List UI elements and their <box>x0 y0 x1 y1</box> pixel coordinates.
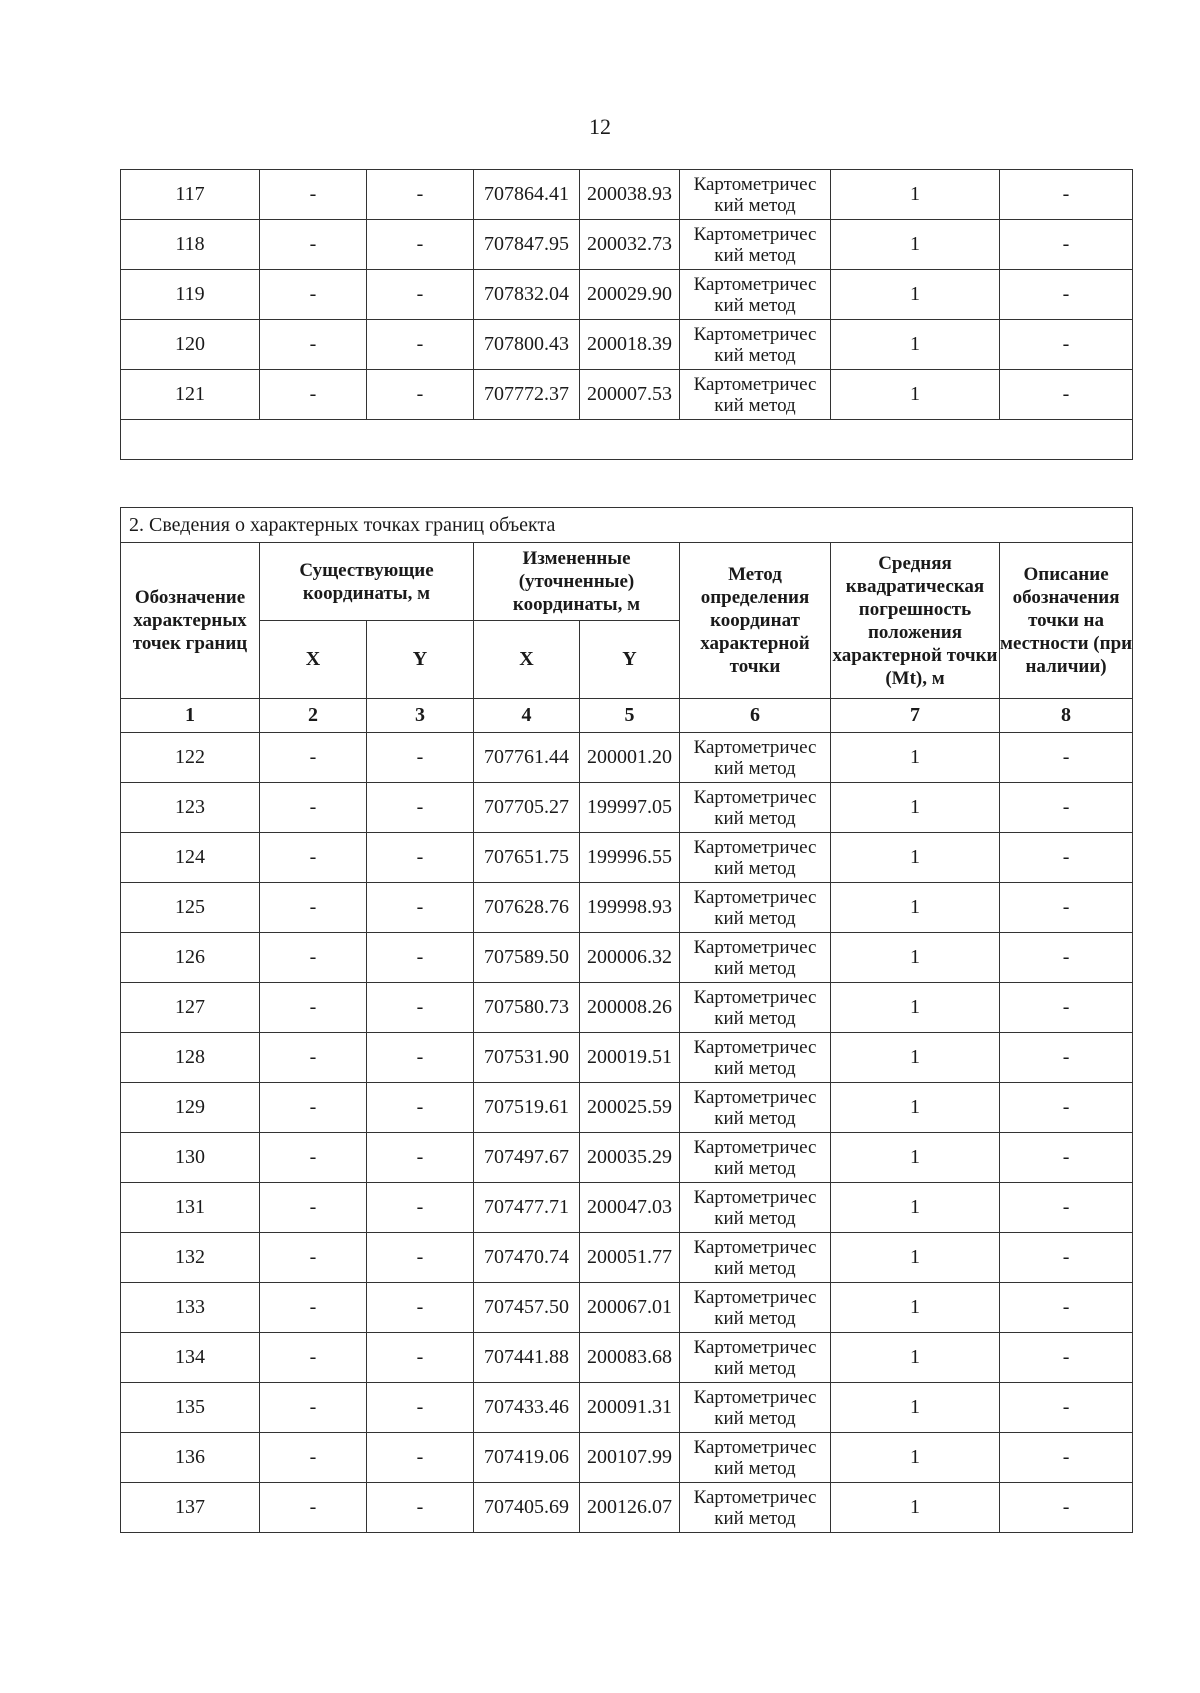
accuracy-cell: 1 <box>831 883 1000 933</box>
table-row <box>121 1483 1133 1533</box>
changed-x-cell: 707441.88 <box>474 1333 580 1383</box>
changed-y-cell: 200032.73 <box>580 220 680 270</box>
description-cell: - <box>1000 320 1133 370</box>
header-method: Метод определения координат характерной точки <box>680 543 831 699</box>
table-row <box>121 883 1133 933</box>
description-cell: - <box>1000 1233 1133 1283</box>
point-id-cell: 134 <box>121 1333 260 1383</box>
existing-x-cell: - <box>260 1333 367 1383</box>
existing-x-cell: - <box>260 220 367 270</box>
method-cell: Картометричес кий метод <box>680 883 831 933</box>
method-cell: Картометричес кий метод <box>680 220 831 270</box>
existing-y-cell: - <box>367 320 474 370</box>
changed-x-cell: 707628.76 <box>474 883 580 933</box>
existing-x-cell: - <box>260 1133 367 1183</box>
method-cell: Картометричес кий метод <box>680 1183 831 1233</box>
table-row <box>121 1183 1133 1233</box>
table-row <box>121 983 1133 1033</box>
section-caption: 2. Сведения о характерных точках границ объекта <box>121 508 1133 543</box>
table-row <box>121 1033 1133 1083</box>
point-id-cell: 132 <box>121 1233 260 1283</box>
column-number: 8 <box>1000 699 1133 733</box>
existing-x-cell: - <box>260 1433 367 1483</box>
existing-y-cell: - <box>367 883 474 933</box>
blank-cell <box>121 420 1133 460</box>
method-cell: Картометричес кий метод <box>680 1433 831 1483</box>
point-id-cell: 118 <box>121 220 260 270</box>
existing-x-cell: - <box>260 983 367 1033</box>
method-cell: Картометричес кий метод <box>680 783 831 833</box>
table-row <box>121 270 1133 320</box>
column-number: 3 <box>367 699 474 733</box>
point-id-cell: 131 <box>121 1183 260 1233</box>
changed-y-cell: 200083.68 <box>580 1333 680 1383</box>
description-cell: - <box>1000 370 1133 420</box>
existing-y-cell: - <box>367 220 474 270</box>
point-id-cell: 137 <box>121 1483 260 1533</box>
existing-x-cell: - <box>260 783 367 833</box>
method-cell: Картометричес кий метод <box>680 933 831 983</box>
description-cell: - <box>1000 783 1133 833</box>
point-id-cell: 127 <box>121 983 260 1033</box>
column-number: 4 <box>474 699 580 733</box>
changed-y-cell: 200018.39 <box>580 320 680 370</box>
existing-x-cell: - <box>260 833 367 883</box>
existing-y-cell: - <box>367 1233 474 1283</box>
changed-x-cell: 707847.95 <box>474 220 580 270</box>
column-number: 5 <box>580 699 680 733</box>
header-description: Описание обозначения точки на местности (при наличии) <box>1000 543 1133 699</box>
header-changed-y: Y <box>580 621 680 699</box>
accuracy-cell: 1 <box>831 1433 1000 1483</box>
existing-x-cell: - <box>260 320 367 370</box>
existing-y-cell: - <box>367 1483 474 1533</box>
changed-x-cell: 707405.69 <box>474 1483 580 1533</box>
method-cell: Картометричес кий метод <box>680 983 831 1033</box>
point-id-cell: 136 <box>121 1433 260 1483</box>
header-accuracy: Средняя квадратическая погрешность положения характерной точки (Mt), м <box>831 543 1000 699</box>
accuracy-cell: 1 <box>831 1383 1000 1433</box>
existing-y-cell: - <box>367 1333 474 1383</box>
description-cell: - <box>1000 983 1133 1033</box>
method-cell: Картометричес кий метод <box>680 1383 831 1433</box>
existing-x-cell: - <box>260 170 367 220</box>
point-id-cell: 119 <box>121 270 260 320</box>
table-row <box>121 783 1133 833</box>
method-cell: Картометричес кий метод <box>680 833 831 883</box>
point-id-cell: 122 <box>121 733 260 783</box>
changed-y-cell: 200019.51 <box>580 1033 680 1083</box>
boundary-points-table <box>120 507 1133 1533</box>
method-cell: Картометричес кий метод <box>680 1233 831 1283</box>
method-cell: Картометричес кий метод <box>680 170 831 220</box>
description-cell: - <box>1000 1133 1133 1183</box>
changed-y-cell: 200035.29 <box>580 1133 680 1183</box>
accuracy-cell: 1 <box>831 1033 1000 1083</box>
point-id-cell: 126 <box>121 933 260 983</box>
accuracy-cell: 1 <box>831 370 1000 420</box>
changed-x-cell: 707497.67 <box>474 1133 580 1183</box>
method-cell: Картометричес кий метод <box>680 270 831 320</box>
changed-y-cell: 200038.93 <box>580 170 680 220</box>
description-cell: - <box>1000 1333 1133 1383</box>
existing-x-cell: - <box>260 1033 367 1083</box>
changed-y-cell: 200008.26 <box>580 983 680 1033</box>
description-cell: - <box>1000 1083 1133 1133</box>
table-row <box>121 220 1133 270</box>
point-id-cell: 125 <box>121 883 260 933</box>
header-changed-x: X <box>474 621 580 699</box>
point-id-cell: 130 <box>121 1133 260 1183</box>
changed-y-cell: 200007.53 <box>580 370 680 420</box>
changed-x-cell: 707470.74 <box>474 1233 580 1283</box>
point-id-cell: 124 <box>121 833 260 883</box>
description-cell: - <box>1000 1183 1133 1233</box>
existing-x-cell: - <box>260 933 367 983</box>
method-cell: Картометричес кий метод <box>680 320 831 370</box>
method-cell: Картометричес кий метод <box>680 733 831 783</box>
changed-x-cell: 707457.50 <box>474 1283 580 1333</box>
header-existing-coords: Существующие координаты, м <box>260 543 474 621</box>
changed-y-cell: 199997.05 <box>580 783 680 833</box>
point-id-cell: 133 <box>121 1283 260 1333</box>
accuracy-cell: 1 <box>831 733 1000 783</box>
continuation-table <box>120 169 1133 460</box>
changed-y-cell: 200107.99 <box>580 1433 680 1483</box>
existing-y-cell: - <box>367 1183 474 1233</box>
existing-x-cell: - <box>260 1233 367 1283</box>
changed-y-cell: 200029.90 <box>580 270 680 320</box>
existing-y-cell: - <box>367 983 474 1033</box>
description-cell: - <box>1000 270 1133 320</box>
table-row <box>121 320 1133 370</box>
changed-x-cell: 707531.90 <box>474 1033 580 1083</box>
point-id-cell: 117 <box>121 170 260 220</box>
point-id-cell: 123 <box>121 783 260 833</box>
description-cell: - <box>1000 1033 1133 1083</box>
header-designation: Обозначение характерных точек границ <box>121 543 260 699</box>
table-row <box>121 833 1133 883</box>
changed-x-cell: 707651.75 <box>474 833 580 883</box>
existing-x-cell: - <box>260 733 367 783</box>
changed-x-cell: 707772.37 <box>474 370 580 420</box>
existing-y-cell: - <box>367 1083 474 1133</box>
existing-y-cell: - <box>367 733 474 783</box>
point-id-cell: 120 <box>121 320 260 370</box>
changed-y-cell: 200006.32 <box>580 933 680 983</box>
description-cell: - <box>1000 1483 1133 1533</box>
point-id-cell: 121 <box>121 370 260 420</box>
method-cell: Картометричес кий метод <box>680 1333 831 1383</box>
existing-x-cell: - <box>260 883 367 933</box>
table-row <box>121 1333 1133 1383</box>
table-row <box>121 1133 1133 1183</box>
header-changed-coords: Измененные (уточненные) координаты, м <box>474 543 680 621</box>
header-existing-y: Y <box>367 621 474 699</box>
accuracy-cell: 1 <box>831 270 1000 320</box>
accuracy-cell: 1 <box>831 1133 1000 1183</box>
existing-y-cell: - <box>367 833 474 883</box>
method-cell: Картометричес кий метод <box>680 1033 831 1083</box>
description-cell: - <box>1000 220 1133 270</box>
changed-y-cell: 200126.07 <box>580 1483 680 1533</box>
table-row <box>121 1283 1133 1333</box>
existing-y-cell: - <box>367 1133 474 1183</box>
existing-y-cell: - <box>367 170 474 220</box>
changed-y-cell: 200051.77 <box>580 1233 680 1283</box>
accuracy-cell: 1 <box>831 1083 1000 1133</box>
table-row <box>121 170 1133 220</box>
accuracy-cell: 1 <box>831 170 1000 220</box>
existing-x-cell: - <box>260 1083 367 1133</box>
page-number: 12 <box>589 114 611 139</box>
accuracy-cell: 1 <box>831 783 1000 833</box>
changed-y-cell: 200091.31 <box>580 1383 680 1433</box>
changed-x-cell: 707433.46 <box>474 1383 580 1433</box>
accuracy-cell: 1 <box>831 1233 1000 1283</box>
changed-x-cell: 707580.73 <box>474 983 580 1033</box>
column-number: 7 <box>831 699 1000 733</box>
blank-row <box>121 420 1133 460</box>
point-id-cell: 128 <box>121 1033 260 1083</box>
changed-x-cell: 707519.61 <box>474 1083 580 1133</box>
accuracy-cell: 1 <box>831 1183 1000 1233</box>
column-number: 1 <box>121 699 260 733</box>
description-cell: - <box>1000 1383 1133 1433</box>
changed-x-cell: 707705.27 <box>474 783 580 833</box>
accuracy-cell: 1 <box>831 1333 1000 1383</box>
existing-x-cell: - <box>260 1183 367 1233</box>
changed-y-cell: 199998.93 <box>580 883 680 933</box>
accuracy-cell: 1 <box>831 220 1000 270</box>
table-row <box>121 370 1133 420</box>
header-existing-x: X <box>260 621 367 699</box>
description-cell: - <box>1000 833 1133 883</box>
description-cell: - <box>1000 170 1133 220</box>
changed-y-cell: 200067.01 <box>580 1283 680 1333</box>
existing-x-cell: - <box>260 270 367 320</box>
point-id-cell: 135 <box>121 1383 260 1433</box>
table-row <box>121 933 1133 983</box>
existing-y-cell: - <box>367 370 474 420</box>
existing-x-cell: - <box>260 1383 367 1433</box>
table-row <box>121 1233 1133 1283</box>
changed-x-cell: 707800.43 <box>474 320 580 370</box>
description-cell: - <box>1000 1283 1133 1333</box>
method-cell: Картометричес кий метод <box>680 370 831 420</box>
accuracy-cell: 1 <box>831 933 1000 983</box>
accuracy-cell: 1 <box>831 1283 1000 1333</box>
changed-x-cell: 707832.04 <box>474 270 580 320</box>
changed-y-cell: 200047.03 <box>580 1183 680 1233</box>
existing-y-cell: - <box>367 1433 474 1483</box>
table-row <box>121 1433 1133 1483</box>
accuracy-cell: 1 <box>831 833 1000 883</box>
method-cell: Картометричес кий метод <box>680 1083 831 1133</box>
accuracy-cell: 1 <box>831 983 1000 1033</box>
description-cell: - <box>1000 733 1133 783</box>
accuracy-cell: 1 <box>831 1483 1000 1533</box>
table-row <box>121 1383 1133 1433</box>
column-number: 2 <box>260 699 367 733</box>
existing-y-cell: - <box>367 933 474 983</box>
existing-y-cell: - <box>367 1383 474 1433</box>
method-cell: Картометричес кий метод <box>680 1283 831 1333</box>
existing-y-cell: - <box>367 783 474 833</box>
column-number: 6 <box>680 699 831 733</box>
existing-x-cell: - <box>260 370 367 420</box>
changed-y-cell: 200001.20 <box>580 733 680 783</box>
method-cell: Картометричес кий метод <box>680 1483 831 1533</box>
point-id-cell: 129 <box>121 1083 260 1133</box>
changed-x-cell: 707419.06 <box>474 1433 580 1483</box>
changed-x-cell: 707864.41 <box>474 170 580 220</box>
existing-x-cell: - <box>260 1483 367 1533</box>
changed-y-cell: 200025.59 <box>580 1083 680 1133</box>
table-row <box>121 733 1133 783</box>
description-cell: - <box>1000 883 1133 933</box>
method-cell: Картометричес кий метод <box>680 1133 831 1183</box>
existing-y-cell: - <box>367 1033 474 1083</box>
changed-x-cell: 707761.44 <box>474 733 580 783</box>
changed-x-cell: 707589.50 <box>474 933 580 983</box>
description-cell: - <box>1000 933 1133 983</box>
existing-y-cell: - <box>367 270 474 320</box>
table-row <box>121 1083 1133 1133</box>
existing-y-cell: - <box>367 1283 474 1333</box>
changed-y-cell: 199996.55 <box>580 833 680 883</box>
changed-x-cell: 707477.71 <box>474 1183 580 1233</box>
description-cell: - <box>1000 1433 1133 1483</box>
existing-x-cell: - <box>260 1283 367 1333</box>
accuracy-cell: 1 <box>831 320 1000 370</box>
